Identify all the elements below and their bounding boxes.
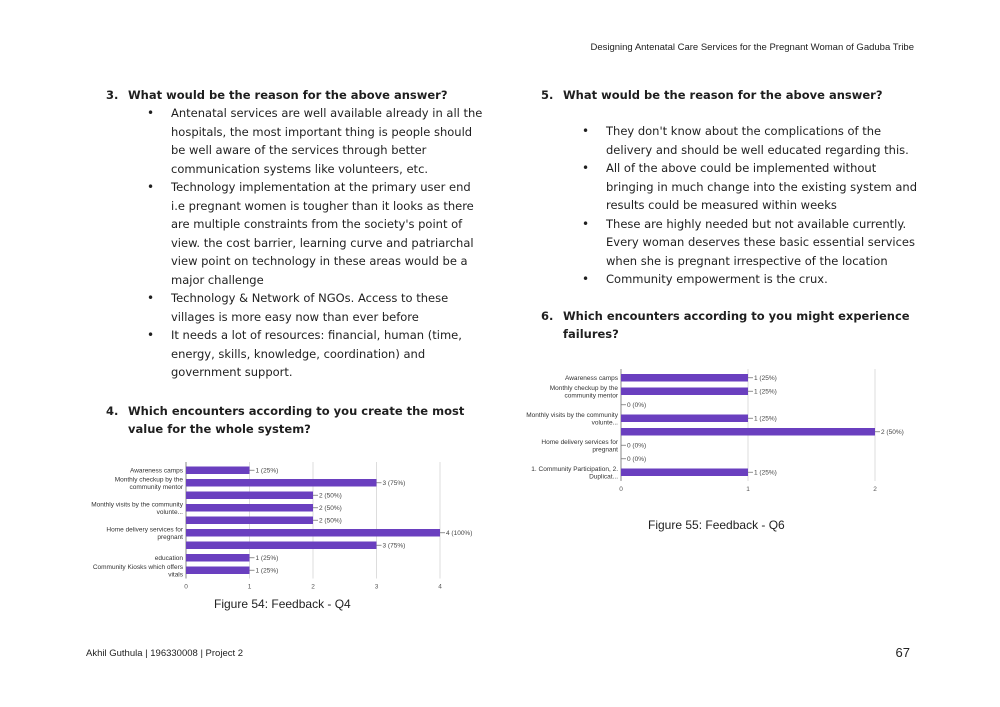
category-label: Home delivery services for [541,438,618,446]
bar [621,374,748,382]
data-label: 1 (25%) [255,467,279,475]
category-label: community mentor [564,392,618,400]
data-label: 2 (50%) [319,505,342,513]
data-label: 0 (0%) [627,442,647,450]
x-tick-label: 1 [746,486,750,492]
x-tick-label: 0 [619,486,623,492]
question-5 [541,86,921,104]
category-label: Monthly checkup by the [114,476,183,484]
running-header: Designing Antenatal Care Services for the Pregnant Woman of Gaduba Tribe [590,42,914,53]
question-text: What would be the reason for the above answer? [563,88,883,102]
bar-chart-q4 [70,458,480,597]
category-label: Monthly visits by the community [526,411,618,419]
bar [186,567,250,575]
x-tick-label: 2 [873,486,877,492]
figure-caption-54: Figure 54: Feedback - Q4 [214,597,351,611]
data-label: 1 (25%) [255,555,279,563]
data-label: 3 (75%) [382,542,406,550]
category-label: pregnant [157,533,183,541]
bar [621,428,875,436]
bar [186,542,377,550]
category-label: Community Kiosks which offers [92,563,183,571]
answer-item: • All of the above could be implemented without bringing in much change into the existing system and results could be measured within weeks [606,159,921,215]
bar-chart-q4-svg [70,458,480,593]
category-label: Monthly visits by the community [91,501,183,509]
question-text: Which encounters according to you create the most value for the whole system? [128,403,465,436]
figure-caption-55: Figure 55: Feedback - Q6 [648,518,785,532]
data-label: 1 (25%) [255,567,279,575]
answer-item: • These are highly needed but not available currently. Every woman deserves these basic essential services when she is pregnant irrespective of the location [606,215,921,271]
bar-chart-q6-svg [505,367,925,492]
question-number: 5. [541,88,554,102]
category-label: Home delivery services for [106,526,183,534]
category-label: community mentor [129,483,183,491]
x-tick-label: 3 [374,583,379,591]
answer-item: • Technology implementation at the primary user end i.e pregnant women is tougher than it looks as there are multiple constraints from the society's point of view. the cost barrier, learning curve and patriarchal view point on technology in these areas would be a major challenge [171,178,486,289]
bar [621,469,748,477]
question-text: What would be the reason for the above answer? [128,88,448,102]
answer-item: • It needs a lot of resources: financial, human (time, energy, skills, knowledge, coordination) and government support. [171,326,486,382]
question-4 [106,402,486,438]
bar [186,504,313,512]
category-label: pregnant [592,446,618,454]
footer-author: Akhil Guthula | 196330008 | Project 2 [86,648,244,659]
question-number: 6. [541,308,554,323]
category-label: volunte... [591,419,618,427]
answer-item: • Technology & Network of NGOs. Access to these villages is more easy now than ever before [171,289,486,326]
category-label: vitals [168,571,183,579]
category-label: Duplicat... [589,473,618,481]
bar [186,554,250,562]
bar [186,479,377,487]
category-label: education [154,555,183,563]
answer-list-q3 [171,104,486,382]
data-label: 2 (50%) [319,517,342,525]
bar [186,492,313,500]
answer-item: • Antenatal services are well available already in all the hospitals, the most important thing is people should be well aware of the services through better communication systems like volunteers, etc. [171,104,486,178]
bar [621,388,748,396]
question-text: Which encounters according to you might experience failures? [563,308,910,341]
category-label: Awareness camps [130,467,183,475]
data-label: 1 (25%) [754,388,777,396]
question-6 [541,307,921,343]
question-3 [106,86,486,104]
data-label: 4 (100%) [446,530,473,538]
x-tick-label: 2 [311,583,315,591]
answer-item: • Community empowerment is the crux. [606,270,921,289]
x-tick-label: 1 [247,583,252,591]
data-label: 1 (25%) [754,375,777,383]
category-label: 1. Community Participation, 2. [531,465,618,473]
data-label: 1 (25%) [754,415,777,423]
data-label: 3 (75%) [382,480,406,488]
bar [186,517,313,525]
question-number: 4. [106,403,119,418]
answer-item: • They don't know about the complications of the delivery and should be well educated regarding this. [606,122,921,159]
left-column [106,86,486,438]
bar-chart-q6 [505,367,925,496]
data-label: 1 (25%) [754,469,777,477]
category-label: Awareness camps [565,375,618,383]
x-tick-label: 4 [438,583,442,591]
data-label: 0 (0%) [627,456,647,464]
bar [186,529,440,537]
page-number: 67 [895,645,910,660]
right-column [541,86,921,343]
bar [621,415,748,423]
question-number: 3. [106,88,119,102]
answer-list-q5 [606,122,921,289]
category-label: volunte... [156,508,183,516]
data-label: 0 (0%) [627,402,647,410]
data-label: 2 (50%) [319,492,342,500]
x-tick-label: 0 [184,583,188,591]
category-label: Monthly checkup by the [549,384,618,392]
data-label: 2 (50%) [881,429,904,437]
bar [186,467,250,475]
